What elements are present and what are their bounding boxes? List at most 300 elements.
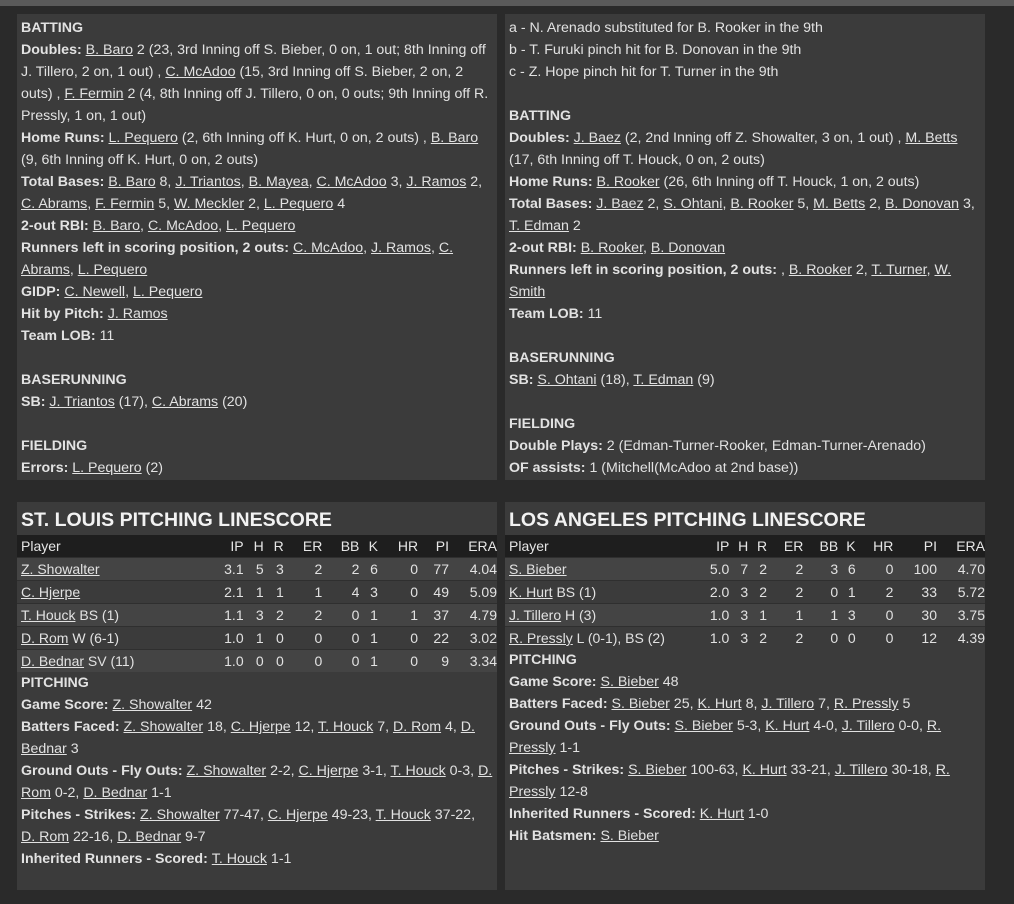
player-link[interactable]: D. Rom xyxy=(21,829,70,845)
stat-cell: 1.0 xyxy=(205,627,244,650)
column-header[interactable]: HR xyxy=(378,535,418,558)
stat-cell: 1.0 xyxy=(693,627,729,650)
stat-text: 1-0 xyxy=(743,806,769,822)
stat-label: Pitches - Strikes: xyxy=(509,762,629,778)
player-link[interactable]: L. Pequero xyxy=(77,262,148,278)
stl-pitching-table xyxy=(17,535,497,672)
pitcher-row xyxy=(17,627,497,650)
player-link[interactable]: C. Hjerpe xyxy=(230,719,291,735)
stat-cell: 6 xyxy=(838,558,855,581)
column-header[interactable]: ERA xyxy=(449,535,497,558)
stat-text: , xyxy=(926,262,935,278)
column-header[interactable]: BB xyxy=(803,535,838,558)
note-line xyxy=(21,303,493,325)
player-link[interactable]: R. Pressly xyxy=(509,630,573,646)
stat-cell: 0 xyxy=(856,604,894,627)
player-link[interactable]: L. Pequero xyxy=(72,460,142,476)
stat-cell: 2 xyxy=(856,581,894,604)
player-link[interactable]: Z. Showalter xyxy=(186,763,267,779)
player-link[interactable]: T. Houck xyxy=(211,851,267,867)
stat-label: Pitches - Strikes: xyxy=(21,807,141,823)
stat-cell: 3 xyxy=(359,581,378,604)
note-line xyxy=(21,672,493,694)
note-line xyxy=(509,413,981,435)
stat-text: 33-21, xyxy=(786,762,835,778)
player-link[interactable]: T. Houck xyxy=(390,763,446,779)
note-line xyxy=(509,391,981,413)
stat-text: (2, 6th Inning off K. Hurt, 0 on, 2 outs) , xyxy=(177,130,431,146)
player-link[interactable]: K. Hurt xyxy=(765,718,810,734)
stat-label: Team LOB: xyxy=(509,306,588,322)
note-line xyxy=(509,693,981,715)
stat-cell: 1.0 xyxy=(693,604,729,627)
decision-text: W (6-1) xyxy=(68,630,120,646)
stat-text: (2) xyxy=(141,460,163,476)
stat-text: 2, xyxy=(643,196,664,212)
stat-label: Home Runs: xyxy=(509,174,597,190)
stat-text: , xyxy=(125,284,133,300)
stat-cell: 9 xyxy=(418,650,449,673)
stat-cell: 3.1 xyxy=(205,558,244,581)
player-link[interactable]: C. Hjerpe xyxy=(267,807,328,823)
note-line xyxy=(509,759,981,803)
player-link[interactable]: B. Baro xyxy=(108,174,156,190)
note-line xyxy=(509,347,981,369)
player-link[interactable]: B. Rooker xyxy=(580,240,644,256)
stat-cell: 12 xyxy=(893,627,937,650)
column-header[interactable]: PI xyxy=(418,535,449,558)
stat-cell: 6 xyxy=(359,558,378,581)
stat-cell: 3 xyxy=(264,558,284,581)
stat-cell: 4.39 xyxy=(937,627,985,650)
player-link[interactable]: T. Turner xyxy=(871,262,927,278)
stat-text: 0-0, xyxy=(894,718,927,734)
column-header[interactable]: BB xyxy=(322,535,359,558)
player-link[interactable]: M. Betts xyxy=(905,130,958,146)
stat-cell: 4.70 xyxy=(937,558,985,581)
player-link[interactable]: K. Hurt xyxy=(742,762,787,778)
note-line xyxy=(509,715,981,759)
column-header[interactable]: Player xyxy=(17,535,205,558)
player-link[interactable]: J. Baez xyxy=(573,130,621,146)
pitcher-cell xyxy=(17,581,205,604)
stat-text: 30-18, xyxy=(887,762,936,778)
note-line xyxy=(509,83,981,105)
player-link[interactable]: C. Abrams xyxy=(21,240,454,278)
pitcher-cell xyxy=(17,627,205,650)
stat-text: 1-1 xyxy=(266,851,292,867)
player-link[interactable]: C. Hjerpe xyxy=(21,584,81,600)
player-link[interactable]: S. Ohtani xyxy=(537,372,597,388)
note-line xyxy=(21,760,493,804)
note-line xyxy=(21,391,493,413)
stat-text: 4, xyxy=(441,719,461,735)
player-link[interactable]: T. Edman xyxy=(509,218,569,234)
player-link[interactable]: S. Bieber xyxy=(628,762,687,778)
stl-batting-header: BATTING xyxy=(21,20,83,36)
stat-text: , xyxy=(69,262,78,278)
pitcher-row xyxy=(17,581,497,604)
player-link[interactable]: C. Newell xyxy=(64,284,126,300)
column-header[interactable]: ERA xyxy=(937,535,985,558)
player-link[interactable]: C. Abrams xyxy=(151,394,219,410)
stat-text: 3, xyxy=(959,196,975,212)
stat-text: (17), xyxy=(114,394,152,410)
stat-text: 1-1 xyxy=(147,785,172,801)
player-link[interactable]: J. Ramos xyxy=(406,174,467,190)
player-link[interactable]: D. Bednar xyxy=(21,653,85,669)
player-link[interactable]: D. Rom xyxy=(392,719,442,735)
player-link[interactable]: Z. Showalter xyxy=(140,807,220,823)
stat-label: BASERUNNING xyxy=(21,372,127,388)
lad-notes-panel xyxy=(505,14,985,480)
stat-label: Ground Outs - Fly Outs: xyxy=(509,718,675,734)
stat-cell: 0 xyxy=(322,627,359,650)
player-link[interactable]: C. Abrams xyxy=(21,196,88,212)
stl-pitching-notes xyxy=(17,672,497,870)
stat-cell: 49 xyxy=(418,581,449,604)
player-link[interactable]: B. Baro xyxy=(430,130,479,146)
player-link[interactable]: J. Tillero xyxy=(841,718,895,734)
column-header[interactable]: IP xyxy=(205,535,244,558)
player-link[interactable]: S. Bieber xyxy=(674,718,733,734)
decision-text: SV (11) xyxy=(84,653,135,669)
player-link[interactable]: R. Pressly xyxy=(509,718,942,756)
lad-pitching-panel xyxy=(505,502,985,890)
note-line xyxy=(21,281,493,303)
stat-text: 2 (23, 3rd Inning off S. Bieber, 0 on, 1 out; 8th Inning off J. Tillero, 2 on, 1 out) , xyxy=(21,42,486,80)
pitcher-row xyxy=(17,604,497,627)
player-link[interactable]: S. Bieber xyxy=(509,561,567,577)
stl-pitching-title: ST. LOUIS PITCHING LINESCORE xyxy=(21,509,332,531)
stat-text: , xyxy=(87,196,96,212)
player-link[interactable]: L. Pequero xyxy=(263,196,334,212)
pitcher-row xyxy=(505,627,985,650)
player-link[interactable]: W. Smith xyxy=(509,262,952,300)
decision-text: H (3) xyxy=(561,607,597,623)
stat-cell: 0 xyxy=(856,627,894,650)
player-link[interactable]: T. Houck xyxy=(318,719,374,735)
stat-cell: 0 xyxy=(244,650,264,673)
player-link[interactable]: B. Baro xyxy=(92,218,141,234)
stat-text: 42 xyxy=(192,697,212,713)
stat-text: , xyxy=(722,196,731,212)
stl-notes-panel xyxy=(17,14,497,480)
stat-text: 100-63, xyxy=(686,762,743,778)
player-link[interactable]: J. Triantos xyxy=(49,394,115,410)
note-line xyxy=(21,848,493,870)
player-link[interactable]: F. Fermin xyxy=(64,86,124,102)
pitcher-row xyxy=(17,650,497,673)
note-line xyxy=(509,671,981,693)
note-line xyxy=(509,193,981,237)
note-line xyxy=(21,127,493,171)
player-link[interactable]: B. Mayea xyxy=(248,174,309,190)
stat-text: 77-47, xyxy=(219,807,268,823)
stat-text: c - Z. Hope pinch hit for T. Turner in the 9th xyxy=(509,64,779,80)
stat-text: 2-2, xyxy=(266,763,299,779)
note-line xyxy=(509,105,981,127)
note-line xyxy=(509,803,981,825)
stat-text: 12, xyxy=(290,719,319,735)
note-line xyxy=(21,369,493,391)
stat-cell: 0 xyxy=(264,627,284,650)
decision-text: BS (1) xyxy=(552,584,597,600)
player-link[interactable]: D. Rom xyxy=(21,630,69,646)
stat-cell: 5.0 xyxy=(693,558,729,581)
note-line xyxy=(509,649,981,671)
player-link[interactable]: C. McAdoo xyxy=(147,218,219,234)
note-line xyxy=(21,413,493,435)
stat-cell: 1 xyxy=(359,604,378,627)
player-link[interactable]: B. Donovan xyxy=(884,196,960,212)
stat-text: , xyxy=(240,174,249,190)
stat-cell: 0 xyxy=(378,581,418,604)
pitcher-cell xyxy=(17,604,205,627)
note-line xyxy=(509,259,981,303)
player-link[interactable]: K. Hurt xyxy=(697,696,742,712)
stat-text: 2, xyxy=(466,174,483,190)
stat-cell: 4 xyxy=(322,581,359,604)
stat-cell: 1 xyxy=(378,604,418,627)
stat-cell: 2 xyxy=(264,604,284,627)
player-link[interactable]: J. Tillero xyxy=(761,696,815,712)
player-link[interactable]: J. Tillero xyxy=(509,607,562,623)
player-link[interactable]: J. Ramos xyxy=(107,306,168,322)
player-link[interactable]: W. Meckler xyxy=(173,196,245,212)
player-link[interactable]: D. Rom xyxy=(21,763,493,801)
stat-cell: 3 xyxy=(729,627,748,650)
stat-cell: 7 xyxy=(729,558,748,581)
stat-text: 3, xyxy=(386,174,407,190)
pitcher-cell xyxy=(17,650,205,673)
player-link[interactable]: B. Donovan xyxy=(650,240,726,256)
lad-pitching-notes xyxy=(505,649,985,847)
stat-cell: 2 xyxy=(748,627,767,650)
stat-cell: 2 xyxy=(322,558,359,581)
stat-label: Game Score: xyxy=(21,697,113,713)
player-link[interactable]: T. Edman xyxy=(633,372,694,388)
player-link[interactable]: S. Bieber xyxy=(611,696,670,712)
stat-text: , xyxy=(140,218,148,234)
column-header[interactable]: HR xyxy=(856,535,894,558)
stat-cell: 0 xyxy=(284,627,323,650)
stat-cell: 1 xyxy=(359,650,378,673)
stat-cell: 5.09 xyxy=(449,581,497,604)
stat-cell: 30 xyxy=(893,604,937,627)
stat-text: 11 xyxy=(587,306,603,322)
stat-text: 5, xyxy=(154,196,174,212)
table-header-row xyxy=(505,535,985,558)
pitcher-row xyxy=(17,558,497,581)
stat-text: 2, xyxy=(244,196,264,212)
stat-text: 9-7 xyxy=(181,829,206,845)
stat-cell: 3.02 xyxy=(449,627,497,650)
column-header[interactable]: ER xyxy=(284,535,323,558)
stat-label: Total Bases: xyxy=(21,174,109,190)
stat-cell: 1 xyxy=(838,581,855,604)
column-header[interactable]: PI xyxy=(893,535,937,558)
player-link[interactable]: B. Baro xyxy=(85,42,133,58)
stat-label: Game Score: xyxy=(509,674,601,690)
stat-cell: 2 xyxy=(284,558,323,581)
stat-label: Inherited Runners - Scored: xyxy=(509,806,700,822)
stat-cell: 37 xyxy=(418,604,449,627)
player-link[interactable]: B. Rooker xyxy=(730,196,794,212)
player-link[interactable]: D. Bednar xyxy=(83,785,148,801)
column-header[interactable]: K xyxy=(838,535,855,558)
stat-cell: 1 xyxy=(748,604,767,627)
player-link[interactable]: C. McAdoo xyxy=(292,240,364,256)
player-link[interactable]: J. Triantos xyxy=(175,174,241,190)
pitcher-row xyxy=(505,604,985,627)
note-line xyxy=(509,435,981,457)
column-header[interactable]: H xyxy=(729,535,748,558)
stat-cell: 3 xyxy=(729,604,748,627)
stat-cell: 1.1 xyxy=(205,604,244,627)
stat-cell: 0 xyxy=(322,650,359,673)
stat-label: SB: xyxy=(509,372,538,388)
stat-cell: 2 xyxy=(767,627,803,650)
note-line xyxy=(509,39,981,61)
stat-label: Doubles: xyxy=(509,130,574,146)
stat-cell: 0 xyxy=(856,558,894,581)
player-link[interactable]: M. Betts xyxy=(813,196,866,212)
player-link[interactable]: K. Hurt xyxy=(699,806,744,822)
note-line xyxy=(21,804,493,848)
player-link[interactable]: T. Houck xyxy=(21,607,76,623)
stat-text: , xyxy=(643,240,651,256)
player-link[interactable]: Z. Showalter xyxy=(112,697,193,713)
stat-cell: 3.34 xyxy=(449,650,497,673)
stat-label: Inherited Runners - Scored: xyxy=(21,851,212,867)
stat-cell: 2 xyxy=(767,581,803,604)
decision-text: L (0-1), BS (2) xyxy=(572,630,665,646)
stat-cell: 1 xyxy=(264,581,284,604)
player-link[interactable]: F. Fermin xyxy=(95,196,155,212)
stat-text: b - T. Furuki pinch hit for B. Donovan in the 9th xyxy=(509,42,802,58)
stat-cell: 1.0 xyxy=(205,650,244,673)
player-link[interactable]: D. Bednar xyxy=(21,719,475,757)
decision-text: BS (1) xyxy=(75,607,120,623)
stat-text: 1-1 xyxy=(555,740,580,756)
player-link[interactable]: R. Pressly xyxy=(833,696,899,712)
stat-label: Total Bases: xyxy=(509,196,597,212)
stat-text: 0-2, xyxy=(50,785,84,801)
stat-cell: 1 xyxy=(359,627,378,650)
player-link[interactable]: B. Rooker xyxy=(596,174,660,190)
stat-text: 0-3, xyxy=(445,763,479,779)
player-link[interactable]: C. Hjerpe xyxy=(298,763,359,779)
stl-notes-box xyxy=(17,14,497,479)
stat-cell: 1 xyxy=(284,581,323,604)
column-header[interactable]: K xyxy=(359,535,378,558)
stat-cell: 0 xyxy=(378,627,418,650)
stat-text: 5 xyxy=(898,696,911,712)
stat-text: , xyxy=(363,240,372,256)
stat-text: (17, 6th Inning off T. Houck, 0 on, 2 outs) xyxy=(509,152,765,168)
player-link[interactable]: Z. Showalter xyxy=(123,719,204,735)
player-link[interactable]: J. Baez xyxy=(596,196,644,212)
stat-text: (9, 6th Inning off K. Hurt, 0 on, 2 outs) xyxy=(21,152,259,168)
stat-cell: 3 xyxy=(803,558,838,581)
pitcher-row xyxy=(505,558,985,581)
stat-label: Batters Faced: xyxy=(21,719,124,735)
player-link[interactable]: D. Bednar xyxy=(117,829,182,845)
player-link[interactable]: S. Bieber xyxy=(600,674,659,690)
stat-text: (18), xyxy=(596,372,634,388)
stat-text: (26, 6th Inning off T. Houck, 1 on, 2 outs) xyxy=(659,174,920,190)
stat-cell: 2.1 xyxy=(205,581,244,604)
pitcher-cell xyxy=(505,627,693,650)
stat-label: Ground Outs - Fly Outs: xyxy=(21,763,187,779)
stat-text: (20) xyxy=(218,394,248,410)
stat-cell: 4.79 xyxy=(449,604,497,627)
stat-text: 2, xyxy=(851,262,872,278)
stat-text: 12-8 xyxy=(555,784,588,800)
note-line xyxy=(509,17,981,39)
note-line xyxy=(21,39,493,127)
note-line xyxy=(21,325,493,347)
player-link[interactable]: C. McAdoo xyxy=(165,64,236,80)
player-link[interactable]: C. McAdoo xyxy=(316,174,387,190)
note-line xyxy=(509,127,981,171)
table-header-row xyxy=(17,535,497,558)
stat-cell: 1 xyxy=(803,604,838,627)
column-header[interactable]: H xyxy=(244,535,264,558)
note-line xyxy=(509,237,981,259)
player-link[interactable]: S. Bieber xyxy=(600,828,659,844)
player-link[interactable]: T. Houck xyxy=(375,807,431,823)
player-link[interactable]: L. Pequero xyxy=(226,218,296,234)
player-link[interactable]: L. Pequero xyxy=(132,284,203,300)
player-link[interactable]: Z. Showalter xyxy=(21,561,100,577)
stat-text: 49-23, xyxy=(327,807,376,823)
column-header[interactable]: IP xyxy=(693,535,729,558)
player-link[interactable]: B. Rooker xyxy=(788,262,852,278)
column-header[interactable]: Player xyxy=(505,535,693,558)
stat-cell: 0 xyxy=(378,558,418,581)
player-link[interactable]: R. Pressly xyxy=(509,762,950,800)
stl-pitching-panel xyxy=(17,502,497,890)
stat-text: 2 (Edman-Turner-Rooker, Edman-Turner-Arenado) xyxy=(606,438,926,454)
column-header[interactable]: R xyxy=(748,535,767,558)
stat-text: 25, xyxy=(669,696,698,712)
stat-label: PITCHING xyxy=(509,652,577,668)
stat-label: Doubles: xyxy=(21,42,86,58)
stat-cell: 2 xyxy=(748,581,767,604)
stat-cell: 0 xyxy=(284,650,323,673)
stat-cell: 2.0 xyxy=(693,581,729,604)
player-link[interactable]: S. Ohtani xyxy=(663,196,723,212)
stat-label: Hit by Pitch: xyxy=(21,306,108,322)
stat-label: GIDP: xyxy=(21,284,65,300)
stat-text: 37-22, xyxy=(430,807,476,823)
stat-label: PITCHING xyxy=(21,675,89,691)
stat-text: 7, xyxy=(373,719,393,735)
pitcher-cell xyxy=(505,558,693,581)
player-link[interactable]: L. Pequero xyxy=(108,130,178,146)
player-link[interactable]: K. Hurt xyxy=(509,584,553,600)
column-header[interactable]: R xyxy=(264,535,284,558)
stat-text: 8, xyxy=(155,174,176,190)
column-header[interactable]: ER xyxy=(767,535,803,558)
player-link[interactable]: J. Ramos xyxy=(371,240,431,256)
stat-cell: 5.72 xyxy=(937,581,985,604)
stat-text: 48 xyxy=(658,674,679,690)
player-link[interactable]: J. Tillero xyxy=(834,762,888,778)
stat-text: 18, xyxy=(203,719,231,735)
